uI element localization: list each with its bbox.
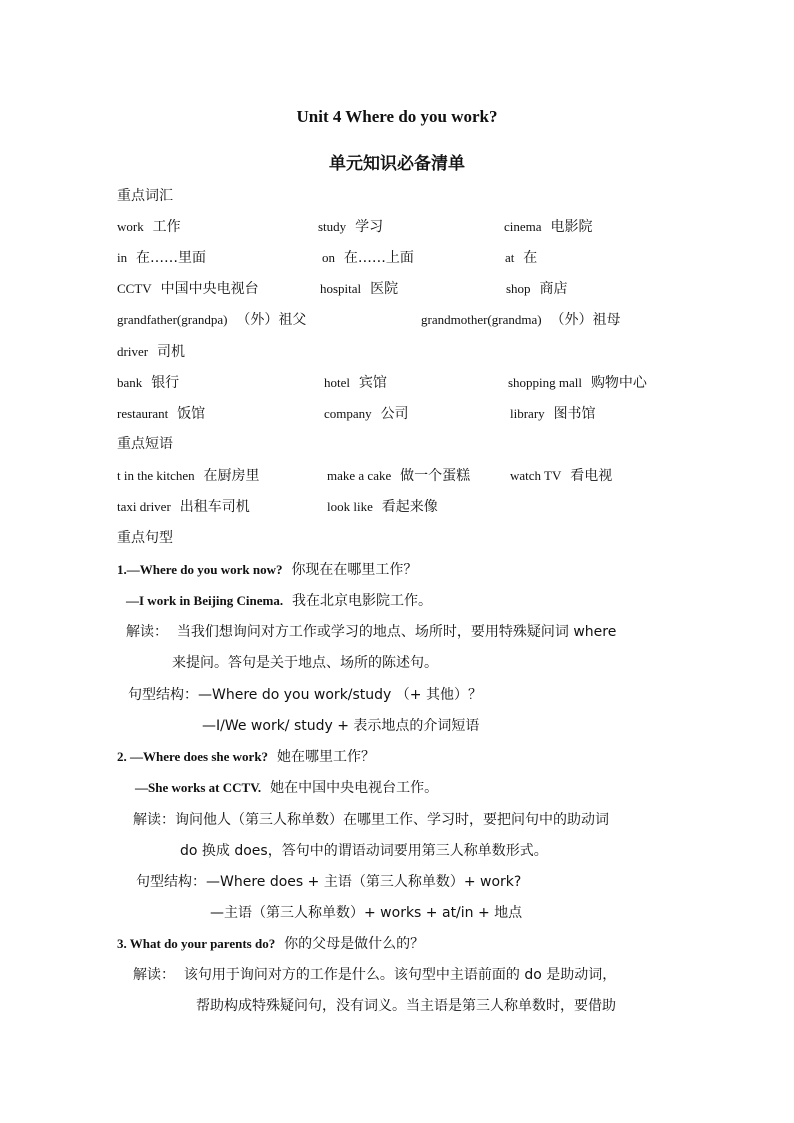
phrase-chinese: 做一个蛋糕 xyxy=(400,468,471,484)
sentence-1-answer: —I work in Beijing Cinema. 我在北京电影院工作。 xyxy=(126,593,432,609)
vocab-chinese: 图书馆 xyxy=(553,406,596,422)
vocab-chinese: 工作 xyxy=(152,219,181,235)
vocab-item xyxy=(318,218,383,236)
vocab-chinese: 电影院 xyxy=(550,219,593,235)
vocab-english: work xyxy=(117,219,144,234)
phrase-heading: 重点短语 xyxy=(117,436,173,452)
phrase-english: make a cake xyxy=(327,468,392,483)
page-title: Unit 4 Where do you work? xyxy=(296,107,498,126)
sentence-1-structure: 句型结构：—Where do you work/study （+ 其他）？ xyxy=(128,687,482,703)
vocab-item xyxy=(504,218,592,236)
sentence-3-question: 3. What do your parents do? 你的父母是做什么的？ xyxy=(117,936,425,952)
vocab-item xyxy=(421,311,620,329)
sentence-2-explain-cont: do 换成 does，答句中的谓语动词要用第三人称单数形式。 xyxy=(180,843,548,859)
vocab-chinese: 在……里面 xyxy=(136,250,207,266)
phrase-chinese: 出租车司机 xyxy=(179,499,250,515)
page-subtitle: 单元知识必备清单 xyxy=(329,154,465,174)
phrase-chinese: 看起来像 xyxy=(381,499,438,515)
vocab-english: library xyxy=(510,406,545,421)
vocab-chinese: 购物中心 xyxy=(590,375,647,391)
vocab-chinese: 饭馆 xyxy=(177,406,206,422)
vocab-english: in xyxy=(117,250,128,265)
vocab-english: grandfather(grandpa) xyxy=(117,312,228,327)
sentence-heading: 重点句型 xyxy=(117,530,173,546)
phrase-item xyxy=(327,498,438,516)
sentence-1-explain-cont: 来提问。答句是关于地点、场所的陈述句。 xyxy=(172,655,438,671)
vocab-chinese: 在……上面 xyxy=(343,250,414,266)
vocab-item xyxy=(505,249,537,267)
vocab-item xyxy=(117,374,179,392)
vocab-item xyxy=(324,405,409,423)
vocab-english: grandmother(grandma) xyxy=(421,312,542,327)
vocab-english: study xyxy=(318,219,347,234)
sentence-2-question: 2. —Where does she work? 她在哪里工作？ xyxy=(117,749,375,765)
vocab-english: CCTV xyxy=(117,281,152,296)
vocab-item xyxy=(320,280,398,298)
vocab-english: shopping mall xyxy=(508,375,583,390)
sentence-1-question: 1.—Where do you work now? 你现在在哪里工作？ xyxy=(117,562,418,578)
vocab-heading: 重点词汇 xyxy=(117,188,173,204)
vocab-item xyxy=(508,374,647,392)
sentence-1-structure-cont: —I/We work/ study + 表示地点的介词短语 xyxy=(202,718,480,734)
vocab-item xyxy=(117,218,181,236)
sentence-3-explain: 解读： 该句用于询问对方的工作是什么。该句型中主语前面的 do 是助动词， xyxy=(133,967,617,983)
vocab-chinese: （外）祖母 xyxy=(550,312,621,328)
vocab-item xyxy=(510,405,596,423)
vocab-item xyxy=(117,311,306,329)
vocab-chinese: 医院 xyxy=(370,281,399,297)
phrase-item xyxy=(510,467,612,485)
vocab-english: shop xyxy=(506,281,531,296)
vocab-english: hotel xyxy=(324,375,350,390)
sentence-1-explain: 解读： 当我们想询问对方工作或学习的地点、场所时，要用特殊疑问词 where xyxy=(126,624,617,640)
vocab-item xyxy=(117,249,206,267)
phrase-english: watch TV xyxy=(510,468,562,483)
phrase-english: taxi driver xyxy=(117,499,171,514)
vocab-item xyxy=(117,280,259,298)
vocab-english: restaurant xyxy=(117,406,169,421)
vocab-english: at xyxy=(505,250,515,265)
vocab-chinese: 司机 xyxy=(156,344,185,360)
vocab-chinese: 公司 xyxy=(380,406,409,422)
sentence-3-explain-cont: 帮助构成特殊疑问句，没有词义。当主语是第三人称单数时，要借助 xyxy=(196,998,616,1014)
vocab-chinese: 学习 xyxy=(355,219,384,235)
vocab-chinese: 宾馆 xyxy=(358,375,387,391)
vocab-item xyxy=(324,374,387,392)
vocab-english: on xyxy=(322,250,335,265)
vocab-item xyxy=(506,280,567,298)
vocab-chinese: 在 xyxy=(523,250,538,266)
vocab-english: company xyxy=(324,406,372,421)
sentence-2-answer: —She works at CCTV. 她在中国中央电视台工作。 xyxy=(135,780,439,796)
vocab-item xyxy=(322,249,414,267)
phrase-item xyxy=(117,498,250,516)
phrase-english: t in the kitchen xyxy=(117,468,195,483)
vocab-chinese: 银行 xyxy=(151,375,180,391)
sentence-2-structure-cont: —主语（第三人称单数）+ works + at/in + 地点 xyxy=(210,905,523,921)
sentence-2-structure: 句型结构：—Where does + 主语（第三人称单数）+ work? xyxy=(136,874,522,890)
phrase-item xyxy=(117,467,260,485)
phrase-english: look like xyxy=(327,499,373,514)
vocab-english: bank xyxy=(117,375,143,390)
sentence-2-explain: 解读：询问他人（第三人称单数）在哪里工作、学习时，要把问句中的助动词 xyxy=(133,812,609,828)
vocab-chinese: 中国中央电视台 xyxy=(160,281,259,297)
vocab-chinese: （外）祖父 xyxy=(236,312,307,328)
vocab-chinese: 商店 xyxy=(539,281,568,297)
vocab-english: cinema xyxy=(504,219,542,234)
vocab-english: hospital xyxy=(320,281,362,296)
phrase-chinese: 在厨房里 xyxy=(203,468,260,484)
vocab-item xyxy=(117,343,185,361)
vocab-item xyxy=(117,405,205,423)
phrase-item xyxy=(327,467,470,485)
vocab-english: driver xyxy=(117,344,149,359)
phrase-chinese: 看电视 xyxy=(570,468,613,484)
